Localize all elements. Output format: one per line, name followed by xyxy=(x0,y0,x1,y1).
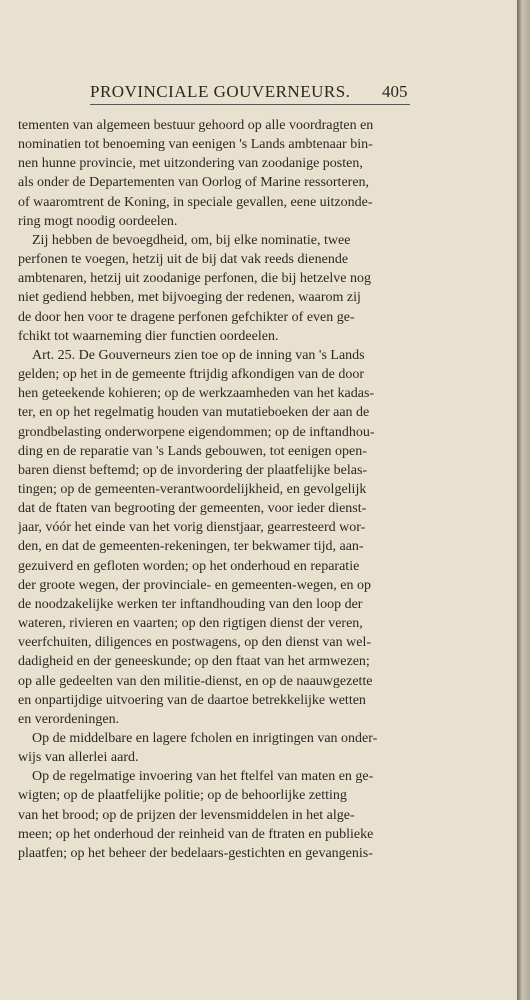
text-line: Zij hebben de bevoegdheid, om, bij elke nominatie, twee xyxy=(32,232,351,248)
body-text xyxy=(18,116,414,863)
text-line: baren dienst beftemd; op de invordering der plaatfelijke belas- xyxy=(18,462,368,478)
text-line: wateren, rivieren en vaarten; op den rigtigen dienst der veren, xyxy=(18,616,363,632)
text-line: der groote wegen, der provinciale- en gemeenten-wegen, en op xyxy=(18,577,371,593)
text-line: de door hen voor te dragene perfonen gefchikter of even ge- xyxy=(18,309,355,325)
page-edge xyxy=(517,0,530,1000)
text-line: meen; op het onderhoud der reinheid van de ftraten en publieke xyxy=(18,826,374,842)
text-line: wigten; op de plaatfelijke politie; op de behoorlijke zetting xyxy=(18,788,347,804)
text-line: dat de ftaten van begrooting der gemeenten, voor ieder dienst- xyxy=(18,501,367,517)
text-line: hen geteekende kohieren; op de werkzaamheden van het kadas- xyxy=(18,386,375,402)
text-line: jaar, vóór het einde van het vorig dienstjaar, gearresteerd wor- xyxy=(18,520,366,536)
text-line: veerfchuiten, diligences en postwagens, op den dienst van wel- xyxy=(18,635,372,651)
text-line: wijs van allerlei aard. xyxy=(18,750,139,766)
text-line: niet gediend hebben, met bijvoeging der redenen, waarom zij xyxy=(18,290,361,306)
text-line: ding en de reparatie van 's Lands gebouwen, tot eenigen open- xyxy=(18,443,367,459)
text-line: ambtenaren, hetzij uit zoodanige perfonen, die bij hetzelve nog xyxy=(18,271,371,287)
text-line: en onpartijdige uitvoering van de daartoe betrekkelijke wetten xyxy=(18,692,366,708)
text-line: ter, en op het regelmatig houden van mutatieboeken der aan de xyxy=(18,405,370,421)
text-line: en verordeningen. xyxy=(18,711,120,727)
text-line: als onder de Departementen van Oorlog of Marine ressorteren, xyxy=(18,175,370,191)
text-line: ring mogt noodig oordeelen. xyxy=(18,213,178,229)
text-line: den, en dat de gemeenten-rekeningen, ter bekwamer tijd, aan- xyxy=(18,539,364,555)
text-line: nominatien tot benoeming van eenigen 's Lands ambtenaar bin- xyxy=(18,137,373,153)
text-line: tementen van algemeen bestuur gehoord op alle voordragten en xyxy=(18,118,374,133)
text-line: dadigheid en der geneeskunde; op den ftaat van het armwezen; xyxy=(18,654,370,670)
text-line: de noodzakelijke werken ter inftandhouding van den loop der xyxy=(18,596,363,612)
text-line: of waaromtrent de Koning, in speciale gevallen, eene uitzonde- xyxy=(18,194,373,210)
text-line: Op de middelbare en lagere fcholen en inrigtingen van onder- xyxy=(32,731,378,746)
text-line: grondbelasting onderworpene eigendommen; op de inftandhou- xyxy=(18,424,375,440)
text-line: plaatfen; op het beheer der bedelaars-gestichten en gevangenis- xyxy=(18,845,373,861)
text-line: gelden; op het in de gemeente ftrijdig afkondigen van de door xyxy=(18,367,365,383)
text-line: tingen; op de gemeenten-verantwoordelijkheid, en gevolgelijk xyxy=(18,481,367,497)
running-title: PROVINCIALE GOUVERNEURS. xyxy=(90,82,351,101)
text-line: nen hunne provincie, met uitzondering van zoodanige posten, xyxy=(18,156,363,172)
text-line: perfonen te voegen, hetzij uit de bij dat vak reeds dienende xyxy=(18,252,349,268)
text-line: fchikt tot waarneming dier functien oordeelen. xyxy=(18,328,279,344)
page-header xyxy=(90,78,410,105)
page-number: 405 xyxy=(382,82,408,101)
text-line: gezuiverd en gefloten worden; op het onderhoud en reparatie xyxy=(18,558,360,574)
text-line: van het brood; op de prijzen der levensmiddelen in het alge- xyxy=(18,807,355,823)
text-line: Art. 25. De Gouverneurs zien toe op de inning van 's Lands xyxy=(32,347,365,363)
text-line: op alle gedeelten van den militie-dienst, en op de naauwgezette xyxy=(18,673,373,689)
text-line: Op de regelmatige invoering van het ftelfel van maten en ge- xyxy=(32,769,374,785)
